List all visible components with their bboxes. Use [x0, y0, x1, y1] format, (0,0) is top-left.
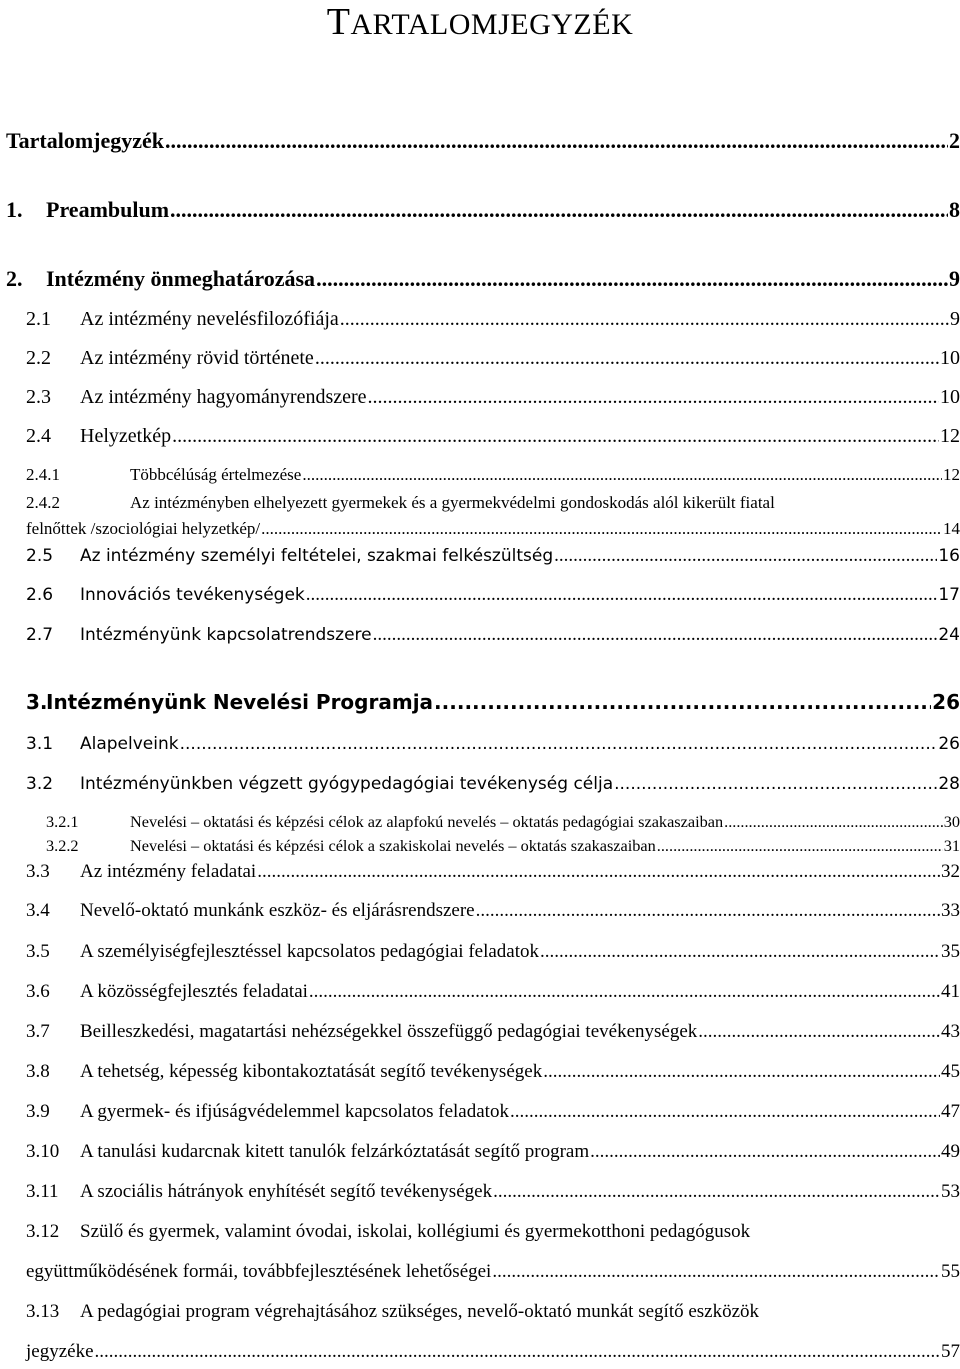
- toc-page-number: 33: [941, 900, 960, 921]
- toc-leader-dots: [540, 941, 940, 963]
- toc-page-number: 10: [940, 347, 960, 369]
- toc-leader-dots: [368, 386, 939, 409]
- toc-leader-dots: [315, 347, 939, 370]
- toc-entry-3-12[interactable]: [26, 1221, 750, 1243]
- toc-entry-text: Intézmény önmeghatározása: [46, 266, 316, 291]
- toc-leader-dots: [476, 900, 940, 922]
- toc-leader-dots: [340, 308, 949, 331]
- toc-page-number: 45: [941, 1061, 960, 1082]
- toc-entry-2-3[interactable]: [26, 386, 960, 409]
- toc-entry-number: 3.11: [26, 1181, 59, 1202]
- toc-entry-text: Az intézmény személyi feltételei, szakmai felkészültség: [80, 546, 554, 566]
- toc-entry-number: 2.5: [26, 546, 54, 566]
- toc-page-number: 17: [938, 585, 960, 605]
- toc-leader-dots: [493, 1181, 940, 1203]
- toc-entry-text-continued: jegyzéke: [26, 1341, 94, 1362]
- toc-entry-2-4-2-continued[interactable]: [26, 519, 960, 539]
- toc-page-number: 32: [941, 861, 960, 882]
- page-title: [0, 0, 960, 44]
- toc-entry-3-2-1[interactable]: [46, 812, 960, 832]
- toc-leader-dots: [657, 836, 943, 856]
- toc-entry-text: Helyzetkép: [80, 425, 172, 447]
- toc-leader-dots: [614, 774, 937, 794]
- toc-page-number: 31: [943, 836, 960, 855]
- toc-page-number: 9: [949, 266, 960, 291]
- toc-page-number: 10: [940, 386, 960, 408]
- toc-entry-text: A tehetség, képesség kibontakoztatását segítő tevékenységek: [80, 1061, 543, 1082]
- toc-page-number: 24: [938, 625, 960, 645]
- toc-entry-3-10[interactable]: [26, 1141, 960, 1163]
- toc-entry-text: A pedagógiai program végrehajtásához szükséges, nevelő-oktató munkát segítő eszközök: [80, 1301, 760, 1322]
- toc-entry-number: 2.4.1: [26, 465, 60, 484]
- toc-entry-2[interactable]: [6, 266, 960, 292]
- toc-leader-dots: [543, 1061, 940, 1083]
- toc-entry-3-6[interactable]: [26, 981, 960, 1003]
- toc-entry-3-1[interactable]: [26, 734, 960, 754]
- toc-leader-dots: [316, 266, 948, 292]
- toc-entry-number: 2.: [6, 266, 23, 291]
- toc-leader-dots: [698, 1021, 940, 1043]
- toc-entry-number: 3.: [26, 690, 48, 714]
- toc-entry-text: Az intézményben elhelyezett gyermekek és a gyermekvédelmi gondoskodás alól kikerült fiatal: [130, 493, 775, 512]
- toc-entry-text: A személyiségfejlesztéssel kapcsolatos pedagógiai feladatok: [80, 941, 540, 962]
- toc-page-number: 55: [941, 1261, 960, 1282]
- toc-entry-text: Nevelő-oktató munkánk eszköz- és eljárásrendszere: [80, 900, 475, 921]
- toc-entry-3-9[interactable]: [26, 1101, 960, 1123]
- toc-entry-text: A közösségfejlesztés feladatai: [80, 981, 308, 1002]
- toc-entry-number: 3.13: [26, 1301, 60, 1322]
- toc-entry-number: 3.2.1: [46, 812, 79, 831]
- toc-entry-text: Tartalomjegyzék: [6, 128, 165, 153]
- toc-entry-3-5[interactable]: [26, 941, 960, 963]
- toc-entry-number: 3.6: [26, 981, 50, 1002]
- toc-entry-number: 3.7: [26, 1021, 50, 1042]
- toc-entry-2-4-2[interactable]: [26, 493, 775, 513]
- toc-page-number: 35: [941, 941, 960, 962]
- toc-entry-text: Szülő és gyermek, valamint óvodai, iskolai, kollégiumi és gyermekotthoni pedagógusok: [80, 1221, 751, 1242]
- toc-entry-number: 3.9: [26, 1101, 50, 1122]
- toc-page-number: 53: [941, 1181, 960, 1202]
- toc-leader-dots: [306, 584, 938, 606]
- toc-entry-text: A tanulási kudarcnak kitett tanulók felzárkóztatását segítő program: [80, 1141, 590, 1162]
- toc-page-number: 12: [940, 425, 960, 447]
- toc-entry-number: 3.4: [26, 900, 50, 921]
- toc-entry-2-2[interactable]: [26, 347, 960, 370]
- toc-leader-dots: [261, 519, 942, 539]
- toc-leader-dots: [309, 981, 940, 1003]
- toc-leader-dots: [165, 128, 948, 154]
- toc-page-number: 57: [941, 1341, 960, 1362]
- toc-leader-dots: [724, 812, 943, 832]
- toc-entry-text-continued: együttműködésének formái, továbbfejlesztésének lehetőségei: [26, 1261, 492, 1282]
- toc-page-number: 16: [938, 546, 960, 566]
- toc-leader-dots: [95, 1341, 940, 1363]
- toc-entry-text: Alapelveink: [80, 734, 179, 754]
- toc-entry-text: Az intézmény rövid története: [80, 347, 314, 369]
- toc-entry-number: 1.: [6, 197, 23, 222]
- toc-entry-3-13[interactable]: [26, 1301, 759, 1323]
- toc-leader-dots: [170, 197, 948, 223]
- toc-entry-number: 3.8: [26, 1061, 50, 1082]
- toc-page-number: 28: [938, 774, 960, 794]
- toc-leader-dots: [373, 624, 938, 646]
- toc-entry-number: 3.3: [26, 861, 50, 882]
- toc-entry-tartalomjegyzek[interactable]: [6, 128, 960, 154]
- toc-entry-text: Preambulum: [46, 197, 170, 222]
- toc-entry-text: Intézményünk Nevelési Programja: [46, 690, 434, 714]
- toc-entry-2-4-1[interactable]: [26, 465, 960, 485]
- toc-entry-2-4[interactable]: [26, 425, 960, 448]
- toc-entry-text: Az intézmény feladatai: [80, 861, 257, 882]
- toc-leader-dots: [590, 1141, 940, 1163]
- toc-page-number: 26: [932, 690, 960, 714]
- toc-entry-text: Az intézmény nevelésfilozófiája: [80, 308, 339, 330]
- toc-entry-text: Beilleszkedési, magatartási nehézségekkel összefüggő pedagógiai tevékenységek: [80, 1021, 698, 1042]
- toc-entry-2-1[interactable]: [26, 308, 960, 331]
- toc-entry-number: 2.6: [26, 585, 54, 605]
- toc-entry-3-4[interactable]: [26, 900, 960, 922]
- toc-entry-text: Nevelési – oktatási és képzési célok az alapfokú nevelés – oktatás pedagógiai szakaszaiban: [130, 812, 724, 831]
- toc-entry-number: 2.4: [26, 425, 51, 447]
- toc-leader-dots: [180, 734, 938, 754]
- toc-entry-3-2[interactable]: [26, 774, 960, 794]
- toc-entry-text: A szociális hátrányok enyhítését segítő tevékenységek: [80, 1181, 493, 1202]
- toc-leader-dots: [492, 1261, 940, 1283]
- toc-entry-3-7[interactable]: [26, 1021, 960, 1043]
- toc-entry-number: 2.3: [26, 386, 51, 408]
- toc-entry-2-6[interactable]: [26, 584, 960, 606]
- toc-entry-number: 3.12: [26, 1221, 60, 1242]
- toc-page-number: 9: [950, 308, 960, 330]
- toc-page-number: 14: [943, 519, 960, 538]
- toc-page-number: 43: [941, 1021, 960, 1042]
- toc-entry-3-3[interactable]: [26, 861, 960, 883]
- toc-entry-text: Intézményünkben végzett gyógypedagógiai tevékenység célja: [80, 774, 614, 794]
- toc-entry-number: 3.10: [26, 1141, 60, 1162]
- toc-page-number: 2: [949, 128, 960, 153]
- toc-leader-dots: [554, 545, 937, 567]
- page-title-rest: ARTALOMJEGYZÉK: [350, 8, 634, 41]
- toc-entry-text: Intézményünk kapcsolatrendszere: [80, 625, 372, 645]
- toc-entry-number: 3.1: [26, 734, 54, 754]
- toc-leader-dots: [257, 861, 940, 883]
- toc-page-number: 30: [943, 812, 960, 831]
- toc-entry-number: 2.2: [26, 347, 51, 369]
- toc-entry-number: 2.7: [26, 625, 54, 645]
- toc-entry-number: 3.2: [26, 774, 54, 794]
- toc-entry-3-8[interactable]: [26, 1061, 960, 1083]
- toc-page-number: 8: [949, 197, 960, 222]
- toc-entry-number: 2.1: [26, 308, 51, 330]
- toc-entry-text: Többcélúság értelmezése: [130, 465, 302, 484]
- toc-entry-number: 2.4.2: [26, 493, 60, 512]
- toc-entry-text: Nevelési – oktatási és képzési célok a szakiskolai nevelés – oktatás szakaszaiban: [130, 836, 656, 855]
- toc-leader-dots: [510, 1101, 940, 1123]
- toc-entry-text: Az intézmény hagyományrendszere: [80, 386, 367, 408]
- toc-entry-3-13-continued[interactable]: [26, 1341, 960, 1363]
- toc-entry-text: Innovációs tevékenységek: [80, 585, 305, 605]
- toc-entry-text: A gyermek- és ifjúságvédelemmel kapcsolatos feladatok: [80, 1101, 509, 1122]
- toc-page-number: 26: [938, 734, 960, 754]
- toc-entry-number: 3.2.2: [46, 836, 79, 855]
- toc-page-number: 41: [941, 981, 960, 1002]
- toc-entry-number: 3.5: [26, 941, 50, 962]
- toc-entry-1[interactable]: [6, 197, 960, 223]
- toc-entry-3-2-2[interactable]: [46, 836, 960, 856]
- toc-leader-dots: [434, 690, 931, 714]
- page-title-initial: T: [326, 1, 351, 43]
- toc-page-number: 47: [941, 1101, 960, 1122]
- toc-entry-3[interactable]: [26, 690, 960, 714]
- toc-entry-2-7[interactable]: [26, 624, 960, 646]
- toc-entry-3-12-continued[interactable]: [26, 1261, 960, 1283]
- toc-entry-2-5[interactable]: [26, 545, 960, 567]
- toc-entry-text-continued: felnőttek /szociológiai helyzetkép/: [26, 519, 261, 538]
- toc-page-number: 49: [941, 1141, 960, 1162]
- toc-leader-dots: [302, 465, 942, 485]
- toc-entry-3-11[interactable]: [26, 1181, 960, 1203]
- toc-page-number: 12: [943, 465, 960, 484]
- toc-leader-dots: [172, 425, 939, 448]
